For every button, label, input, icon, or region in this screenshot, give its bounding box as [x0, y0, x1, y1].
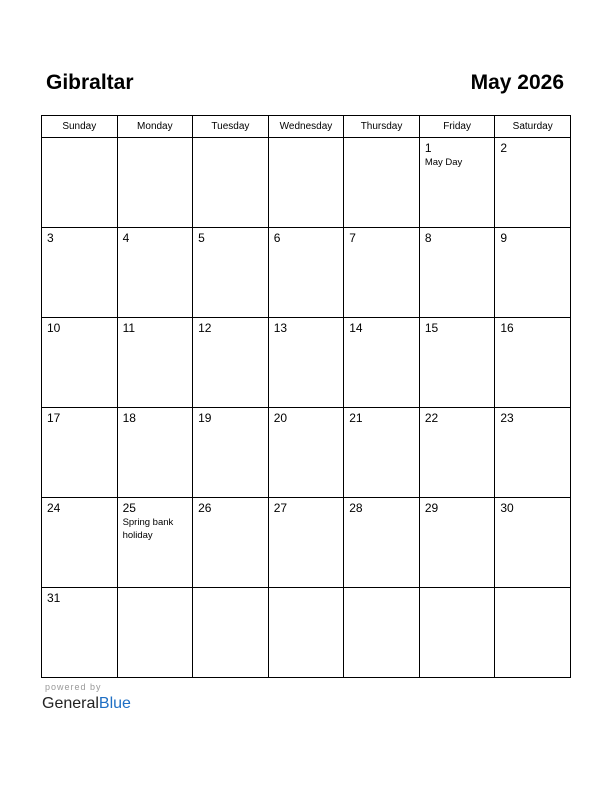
day-cell — [268, 498, 344, 588]
day-cell — [117, 228, 193, 318]
day-cell — [117, 498, 193, 588]
day-cell — [268, 138, 344, 228]
day-number: 1 — [424, 141, 432, 155]
weekday-header-row — [42, 116, 571, 138]
day-number: 14 — [349, 321, 363, 335]
day-cell — [419, 138, 495, 228]
day-number: 18 — [122, 411, 136, 425]
day-cell — [42, 318, 118, 408]
day-number: 28 — [349, 501, 363, 515]
day-number: 7 — [349, 231, 356, 245]
day-cell — [419, 498, 495, 588]
weekday-saturday: Saturday — [495, 116, 571, 138]
calendar-grid — [41, 115, 571, 678]
day-cell — [268, 588, 344, 678]
weekday-tuesday: Tuesday — [193, 116, 269, 138]
day-cell — [268, 408, 344, 498]
week-row — [42, 318, 571, 408]
weekday-thursday: Thursday — [344, 116, 420, 138]
day-cell — [193, 138, 269, 228]
weekday-monday: Monday — [117, 116, 193, 138]
weekday-friday: Friday — [419, 116, 495, 138]
day-cell — [344, 228, 420, 318]
week-row — [42, 498, 571, 588]
day-number: 20 — [273, 411, 288, 425]
day-cell — [193, 228, 269, 318]
holiday-label: May Day — [424, 157, 463, 168]
day-cell — [495, 228, 571, 318]
day-cell — [193, 408, 269, 498]
day-cell — [419, 318, 495, 408]
day-number: 30 — [500, 501, 514, 515]
day-number: 8 — [424, 231, 432, 245]
holiday-label: Spring bank holiday — [122, 517, 174, 541]
day-number: 25 — [122, 501, 136, 515]
day-cell — [495, 318, 571, 408]
day-cell — [42, 408, 118, 498]
day-cell — [419, 588, 495, 678]
day-cell — [495, 408, 571, 498]
day-cell — [268, 228, 344, 318]
month-year-title: May 2026 — [470, 71, 564, 94]
week-row — [42, 588, 571, 678]
day-number: 16 — [500, 321, 514, 335]
day-cell — [117, 318, 193, 408]
day-cell — [419, 228, 495, 318]
week-row — [42, 228, 571, 318]
weekday-wednesday: Wednesday — [268, 116, 344, 138]
country-title: Gibraltar — [46, 71, 134, 94]
day-number: 9 — [500, 231, 508, 245]
day-number: 10 — [47, 321, 61, 335]
day-cell — [193, 318, 269, 408]
day-cell — [42, 588, 118, 678]
day-cell — [344, 498, 420, 588]
day-number: 15 — [424, 321, 439, 335]
day-cell — [268, 318, 344, 408]
day-cell — [495, 588, 571, 678]
week-row — [42, 138, 571, 228]
day-number: 4 — [122, 231, 130, 245]
week-row — [42, 408, 571, 498]
brand-blue-text: Blue — [98, 695, 131, 712]
day-number: 5 — [198, 231, 205, 245]
day-number: 11 — [122, 321, 136, 335]
day-number: 12 — [198, 321, 212, 335]
day-number: 23 — [500, 411, 514, 425]
day-number: 2 — [500, 141, 508, 155]
generalblue-logo — [42, 694, 131, 714]
day-cell — [117, 408, 193, 498]
day-number: 29 — [424, 501, 439, 515]
calendar-body — [42, 138, 571, 678]
day-number: 22 — [424, 411, 439, 425]
powered-by-text: powered by — [45, 682, 102, 692]
day-number: 26 — [198, 501, 212, 515]
brand-general-text: General — [42, 695, 99, 712]
day-cell — [495, 498, 571, 588]
day-number: 3 — [47, 231, 54, 245]
day-number: 19 — [198, 411, 212, 425]
day-number: 24 — [47, 501, 61, 515]
day-number: 31 — [47, 591, 61, 605]
day-cell — [117, 138, 193, 228]
day-cell — [42, 228, 118, 318]
day-cell — [42, 138, 118, 228]
day-cell — [344, 588, 420, 678]
day-cell — [193, 588, 269, 678]
day-cell — [193, 498, 269, 588]
day-cell — [495, 138, 571, 228]
day-cell — [117, 588, 193, 678]
day-number: 6 — [273, 231, 281, 245]
day-cell — [344, 318, 420, 408]
day-number: 27 — [273, 501, 288, 515]
day-number: 13 — [273, 321, 288, 335]
weekday-sunday: Sunday — [42, 116, 118, 138]
day-number: 21 — [349, 411, 363, 425]
day-cell — [344, 138, 420, 228]
day-cell — [42, 498, 118, 588]
day-cell — [344, 408, 420, 498]
day-cell — [419, 408, 495, 498]
day-number: 17 — [47, 411, 61, 425]
